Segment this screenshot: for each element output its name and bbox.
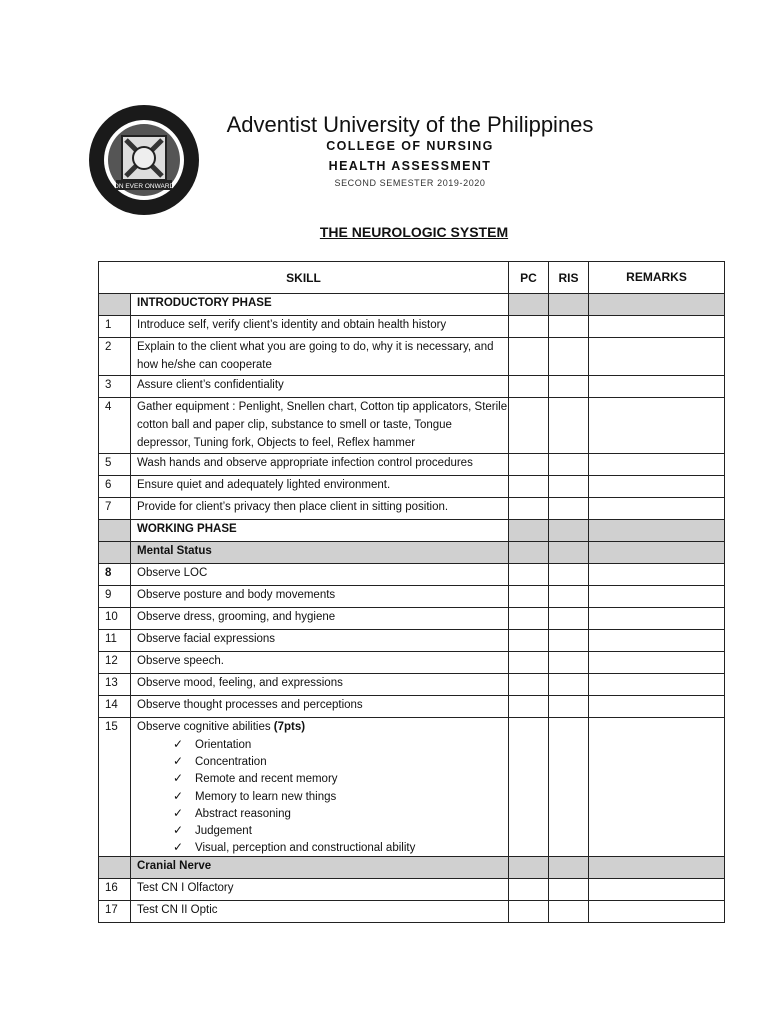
checkmark-icon: ✓ [173, 840, 184, 855]
table-row: 8 Observe LOC [99, 564, 725, 586]
skill-checklist-table [98, 261, 725, 923]
checkmark-icon: ✓ [173, 737, 184, 751]
section-row [99, 542, 725, 564]
list-item: ✓ Remote and recent memory [173, 771, 338, 786]
section-row [99, 857, 725, 879]
checkmark-icon: ✓ [173, 823, 184, 838]
table-row: 9 Observe posture and body movements [99, 586, 725, 608]
table-row: 6 Ensure quiet and adequately lighted environment. [99, 476, 725, 498]
checkmark-icon: ✓ [173, 754, 184, 769]
remarks-header: REMARKS [589, 262, 725, 294]
list-item: ✓ Orientation [173, 737, 252, 751]
section-label: Cranial Nerve [131, 857, 509, 879]
table-row: 16 Test CN I Olfactory [99, 879, 725, 901]
checkmark-icon: ✓ [173, 805, 184, 820]
phase-row [99, 294, 725, 316]
table-row: 2 Explain to the client what you are going to do, why it is necessary, and how he/she can cooperate [99, 338, 725, 376]
table-row: 12 Observe speech. [99, 652, 725, 674]
table-row: 10 Observe dress, grooming, and hygiene [99, 608, 725, 630]
list-item: ✓ Memory to learn new things [173, 788, 337, 803]
list-item: ✓ Visual, perception and constructional ability [173, 840, 416, 855]
university-name: Adventist University of the Philippines [226, 112, 594, 137]
table-row: 14 Observe thought processes and perceptions [99, 696, 725, 718]
table-header-row [99, 262, 725, 294]
seal-motto: ON EVER ONWARD [113, 183, 175, 190]
table-row: 13 Observe mood, feeling, and expressions [99, 674, 725, 696]
table-row: 1 Introduce self, verify client’s identity and obtain health history [99, 316, 725, 338]
document-title: THE NEUROLOGIC SYSTEM [319, 224, 509, 240]
table-row: 15 Observe cognitive abilities (7pts) ✓ Orientation ✓ Concentration ✓ Remote and recent memory ✓ Memory to learn new things ✓ Abstract reasoning ✓ Judgement ✓ Visual, perception and constructional ability [99, 718, 725, 857]
pc-header: PC [509, 262, 549, 294]
section-label: Mental Status [131, 542, 509, 564]
phase-label: INTRODUCTORY PHASE [131, 294, 509, 316]
phase-label: WORKING PHASE [131, 520, 509, 542]
phase-row [99, 520, 725, 542]
table-row: 5 Wash hands and observe appropriate infection control procedures [99, 454, 725, 476]
semester: SECOND SEMESTER 2019-2020 [334, 178, 486, 188]
ris-header: RIS [549, 262, 589, 294]
table-row: 3 Assure client’s confidentiality [99, 376, 725, 398]
table-row: 4 Gather equipment : Penlight, Snellen chart, Cotton tip applicators, Sterile cotton ball and paper clip, substance to smell or taste, Tongue depressor, Tuning fork, Objects to feel, Reflex hammer [99, 398, 725, 454]
checkmark-icon: ✓ [173, 788, 184, 803]
cognitive-list [137, 736, 508, 856]
college-name: COLLEGE OF NURSING [326, 139, 494, 153]
course-name: HEALTH ASSESSMENT [328, 159, 492, 173]
list-item: ✓ Abstract reasoning [173, 805, 291, 820]
university-seal-logo [88, 104, 200, 216]
checkmark-icon: ✓ [173, 771, 184, 786]
list-item: ✓ Judgement [173, 823, 252, 838]
table-row: 17 Test CN II Optic [99, 901, 725, 923]
table-row: 11 Observe facial expressions [99, 630, 725, 652]
table-row: 7 Provide for client’s privacy then place client in sitting position. [99, 498, 725, 520]
list-item: ✓ Concentration [173, 754, 267, 769]
skill-header: SKILL [99, 262, 509, 294]
